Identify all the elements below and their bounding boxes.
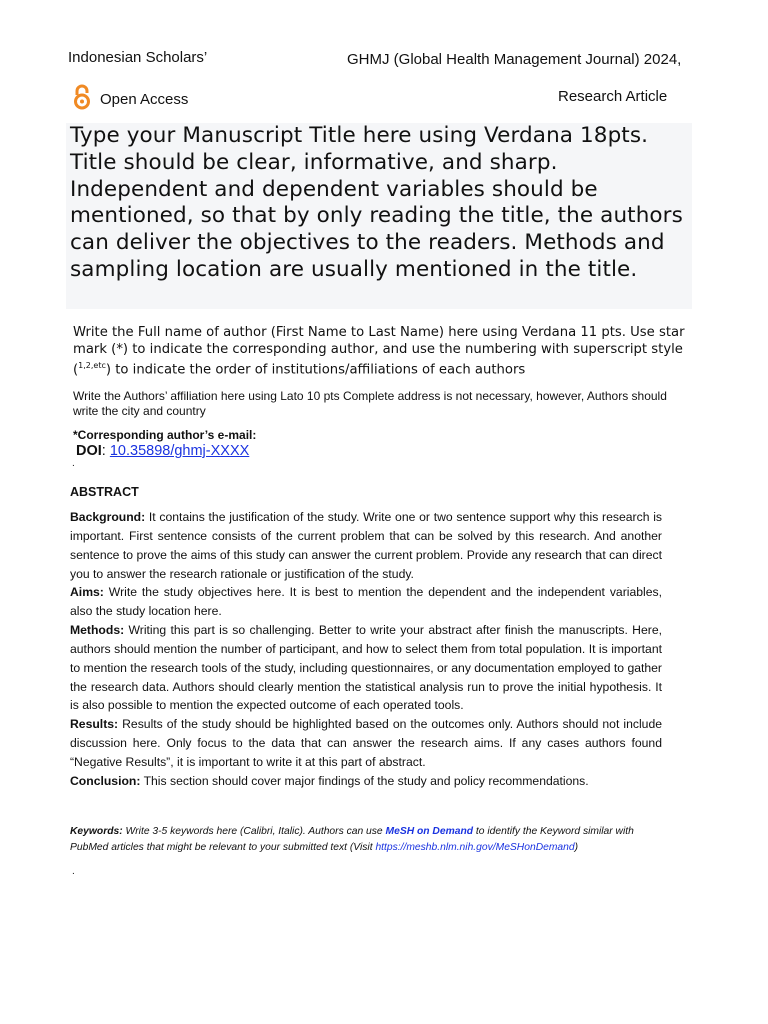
abstract-body: [70, 508, 662, 791]
methods-text: Writing this part is so challenging. Better to write your abstract after finish the manuscripts. Here, authors should mention the number of participant, and how to select them from total population. It is important to mention the research tools of the study, including questionnaires, or any documentation employed to gather the research data. Authors should clearly mention the statistical analysis run to prove the initial hypothesis. It is also possible to mention the expected outcome of each operated tools.: [70, 623, 662, 713]
journal-name: GHMJ (Global Health Management Journal) 2024,: [347, 51, 682, 68]
mesh-url-link[interactable]: https://meshb.nlm.nih.gov/MeSHonDemand: [375, 842, 575, 853]
background-label: Background:: [70, 510, 146, 524]
doi-separator: :: [101, 443, 110, 459]
title-box: [66, 123, 692, 309]
abstract-heading: ABSTRACT: [70, 485, 139, 499]
keywords: [70, 824, 666, 856]
abstract-conclusion: [70, 772, 662, 791]
keywords-text: Write 3-5 keywords here (Calibri, Italic). Authors can use: [122, 826, 386, 837]
corresponding-email: *Corresponding author’s e-mail:: [73, 428, 257, 442]
background-text: It contains the justification of the study. Write one or two sentence support why this research is important. First sentence consists of the current problem that can be solved by this research. And another sentence to prove the aims of this study can answer the current problem. Provide any research that can direct you to answer the research rationale or justification of the study.: [70, 510, 662, 581]
abstract-background: [70, 508, 662, 583]
authors-line: [73, 325, 693, 379]
publisher-name: Indonesian Scholars’: [68, 49, 208, 66]
authors-text: Write the Full name of author (First Name to Last Name) here using Verdana 11 pts. Use star mark (*) to indicate the corresponding author, and use the numbering with superscript style (: [73, 325, 685, 378]
keywords-text-2: to identify the Keyword similar with PubMed articles that might be relevant to your submitted text (Visit: [70, 826, 634, 853]
abstract-methods: [70, 621, 662, 715]
mesh-on-demand-link[interactable]: MeSH on Demand: [385, 826, 474, 837]
affiliation: Write the Authors’ affiliation here using Lato 10 pts Complete address is not necessary, however, Authors should write the city and country: [73, 389, 667, 418]
conclusion-label: Conclusion:: [70, 773, 141, 788]
doi-label: DOI: [76, 443, 102, 459]
spacer-dot: .: [72, 458, 75, 469]
doi-link[interactable]: 10.35898/ghmj-XXXX: [109, 443, 250, 459]
methods-label: Methods:: [70, 623, 125, 638]
aims-label: Aims:: [70, 585, 104, 600]
authors-superscript: 1,2,etc: [78, 361, 106, 370]
open-access-badge: [72, 84, 188, 115]
results-text: Results of the study should be highlighted based on the outcomes only. Authors should not include discussion here. Only focus to the data that can answer the research aims. If any cases authors found “Negative Results”, it is important to write it at this part of abstract.: [70, 717, 662, 769]
article-type: Research Article: [558, 88, 668, 105]
doi-line: [76, 443, 249, 459]
abstract-aims: [70, 583, 662, 621]
open-access-lock-icon: [72, 84, 92, 115]
authors-text-end: ) to indicate the order of institutions/affiliations of each authors: [105, 362, 526, 378]
keywords-label: Keywords:: [70, 826, 123, 837]
conclusion-text: This section should cover major findings of the study and policy recommendations.: [140, 773, 589, 788]
abstract-results: [70, 715, 662, 772]
end-dot: .: [72, 866, 75, 877]
open-access-label: Open Access: [100, 91, 189, 108]
keywords-text-3: ): [574, 842, 579, 853]
results-label: Results:: [70, 717, 119, 732]
aims-text: Write the study objectives here. It is best to mention the dependent and the independent variables, also the study location here.: [70, 585, 662, 619]
manuscript-title: Type your Manuscript Title here using Verdana 18pts. Title should be clear, informative, and sharp. Independent and dependent variables should be mentioned, so that by only reading the title, the authors can deliver the objectives to the readers. Methods and sampling location are usually mentioned in the title.: [70, 123, 683, 282]
